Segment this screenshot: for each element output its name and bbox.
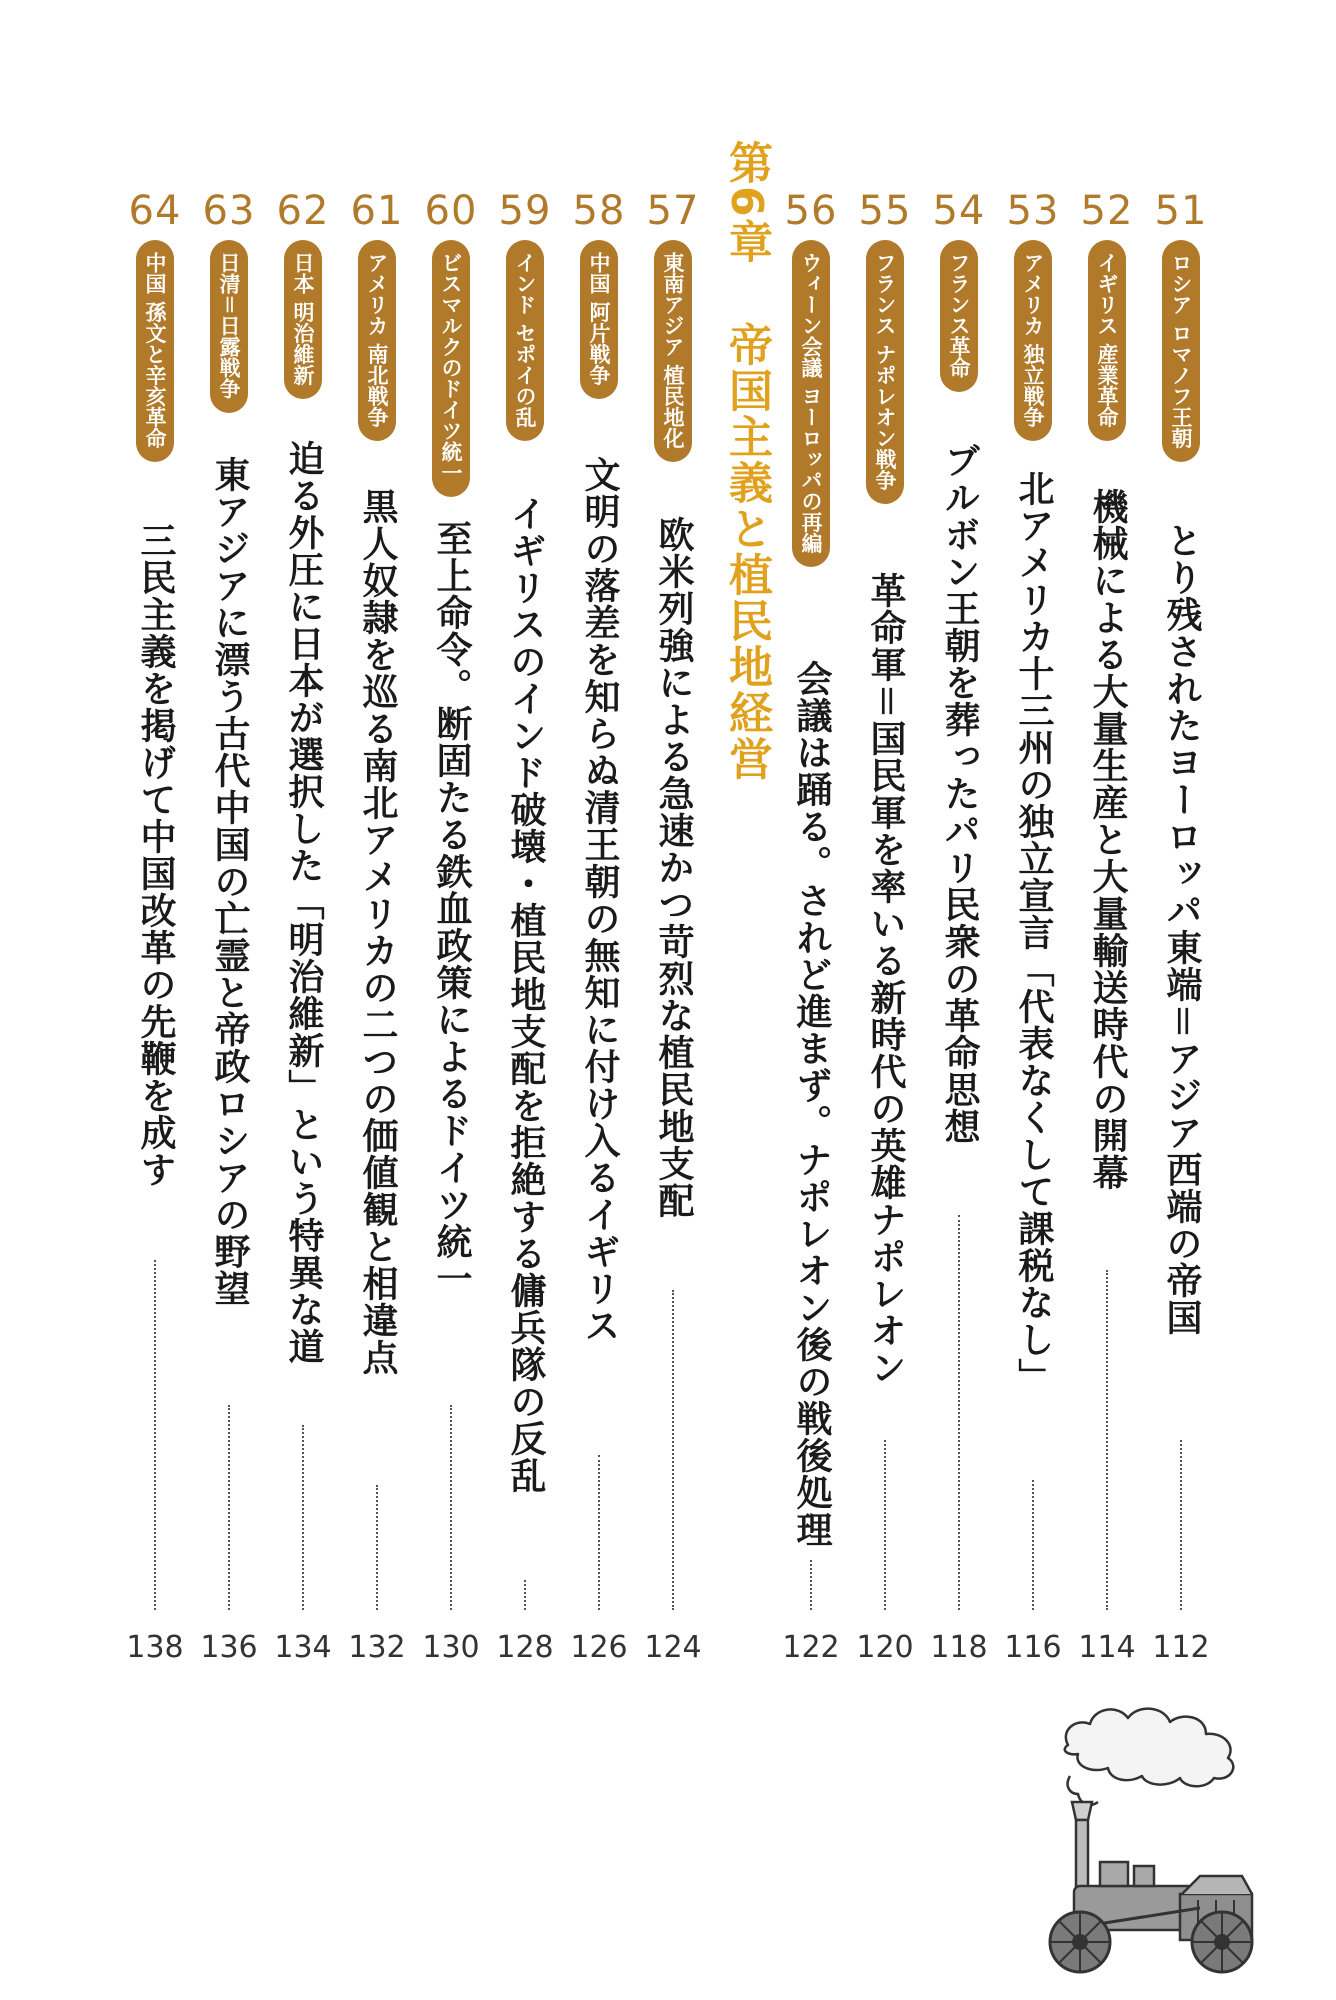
entry-title[interactable]: 欧米列強による急速かつ苛烈な植民地支配: [653, 516, 694, 1219]
toc-entry-60[interactable]: [415, 0, 487, 1700]
entry-page-number[interactable]: 124: [644, 1630, 702, 1665]
entry-number: 53: [1006, 188, 1060, 234]
leader-dots: [958, 1215, 960, 1610]
leader-dots: [376, 1485, 378, 1610]
toc-entry-56[interactable]: [775, 0, 847, 1700]
entry-title[interactable]: とり残されたヨーロッパ東端＝アジア西端の帝国: [1161, 522, 1202, 1336]
toc-entry-63[interactable]: [193, 0, 265, 1700]
entry-page-number[interactable]: 114: [1078, 1630, 1136, 1665]
entry-category-tag: フランス ナポレオン戦争: [866, 240, 904, 504]
leader-dots: [1180, 1440, 1182, 1610]
entry-title[interactable]: 機械による大量生産と大量輸送時代の開幕: [1087, 488, 1128, 1191]
entry-category-tag: アメリカ 独立戦争: [1014, 240, 1052, 441]
entry-title[interactable]: 三民主義を掲げて中国改革の先鞭を成す: [135, 522, 176, 1188]
toc-entry-52[interactable]: [1071, 0, 1143, 1700]
entry-page-number[interactable]: 112: [1152, 1630, 1210, 1665]
steam-locomotive-icon: [1030, 1690, 1270, 1980]
entry-title[interactable]: 迫る外圧に日本が選択した「明治維新」という特異な道: [283, 440, 324, 1365]
entry-category-tag: 中国 阿片戦争: [580, 240, 618, 399]
entry-number: 52: [1080, 188, 1134, 234]
entry-page-number[interactable]: 116: [1004, 1630, 1062, 1665]
entry-number: 55: [858, 188, 912, 234]
entry-page-number[interactable]: 138: [126, 1630, 184, 1665]
toc-entry-61[interactable]: [341, 0, 413, 1700]
chapter-title: 帝国主義と植民地経営: [721, 321, 772, 782]
entry-page-number[interactable]: 128: [496, 1630, 554, 1665]
entry-page-number[interactable]: 130: [422, 1630, 480, 1665]
toc-entry-59[interactable]: [489, 0, 561, 1700]
leader-dots: [1106, 1270, 1108, 1610]
entry-category-tag: イギリス 産業革命: [1088, 240, 1126, 441]
entry-number: 58: [572, 188, 626, 234]
entry-title[interactable]: 文明の落差を知らぬ清王朝の無知に付け入るイギリス: [579, 456, 620, 1344]
entry-category-tag: フランス革命: [940, 240, 978, 392]
leader-dots: [598, 1455, 600, 1610]
leader-dots: [884, 1440, 886, 1610]
entry-category-tag: インド セポイの乱: [506, 240, 544, 441]
entry-category-tag: 中国 孫文と辛亥革命: [136, 240, 174, 462]
entry-number: 54: [932, 188, 986, 234]
entry-page-number[interactable]: 122: [782, 1630, 840, 1665]
entry-page-number[interactable]: 132: [348, 1630, 406, 1665]
toc-entry-55[interactable]: [849, 0, 921, 1700]
entry-title[interactable]: 至上命令。断固たる鉄血政策によるドイツ統一: [431, 520, 472, 1297]
entry-category-tag: アメリカ 南北戦争: [358, 240, 396, 441]
entry-page-number[interactable]: 118: [930, 1630, 988, 1665]
entry-page-number[interactable]: 120: [856, 1630, 914, 1665]
entry-title[interactable]: 東アジアに漂う古代中国の亡霊と帝政ロシアの野望: [209, 456, 250, 1307]
leader-dots: [228, 1405, 230, 1610]
leader-dots: [302, 1425, 304, 1610]
entry-number: 60: [424, 188, 478, 234]
toc-entry-54[interactable]: [923, 0, 995, 1700]
leader-dots: [524, 1580, 526, 1610]
entry-page-number[interactable]: 126: [570, 1630, 628, 1665]
entry-title[interactable]: 革命軍＝国民軍を率いる新時代の英雄ナポレオン: [865, 572, 906, 1386]
entry-category-tag: ロシア ロマノフ王朝: [1162, 240, 1200, 462]
chapter-heading: [716, 140, 776, 782]
chapter-number: 第6章: [721, 140, 772, 265]
leader-dots: [1032, 1480, 1034, 1610]
leader-dots: [810, 1560, 812, 1610]
entry-number: 62: [276, 188, 330, 234]
toc-entry-57[interactable]: [637, 0, 709, 1700]
entry-title[interactable]: 会議は踊る。されど進まず。ナポレオン後の戦後処理: [791, 660, 832, 1548]
entry-category-tag: ビスマルクのドイツ統一: [432, 240, 470, 497]
toc-entry-62[interactable]: [267, 0, 339, 1700]
entry-number: 59: [498, 188, 552, 234]
entry-category-tag: 日清＝日露戦争: [210, 240, 248, 413]
entry-page-number[interactable]: 134: [274, 1630, 332, 1665]
toc-entry-53[interactable]: [997, 0, 1069, 1700]
toc-entry-64[interactable]: [119, 0, 191, 1700]
entry-number: 51: [1154, 188, 1208, 234]
toc-entry-51[interactable]: [1145, 0, 1217, 1700]
entry-category-tag: 日本 明治維新: [284, 240, 322, 399]
entry-title[interactable]: ブルボン王朝を葬ったパリ民衆の革命思想: [939, 442, 980, 1145]
leader-dots: [450, 1405, 452, 1610]
entry-title[interactable]: イギリスのインド破壊・植民地支配を拒絶する傭兵隊の反乱: [505, 495, 546, 1494]
entry-number: 63: [202, 188, 256, 234]
entry-category-tag: ウィーン会議 ヨーロッパの再編: [792, 240, 830, 567]
entry-title[interactable]: 黒人奴隷を巡る南北アメリカの二つの価値観と相違点: [357, 488, 398, 1376]
leader-dots: [154, 1260, 156, 1610]
toc-entry-58[interactable]: [563, 0, 635, 1700]
entry-number: 61: [350, 188, 404, 234]
entry-number: 64: [128, 188, 182, 234]
entry-category-tag: 東南アジア 植民地化: [654, 240, 692, 462]
entry-page-number[interactable]: 136: [200, 1630, 258, 1665]
entry-title[interactable]: 北アメリカ十三州の独立宣言「代表なくして課税なし」: [1013, 470, 1054, 1395]
leader-dots: [672, 1290, 674, 1610]
entry-number: 57: [646, 188, 700, 234]
entry-number: 56: [784, 188, 838, 234]
